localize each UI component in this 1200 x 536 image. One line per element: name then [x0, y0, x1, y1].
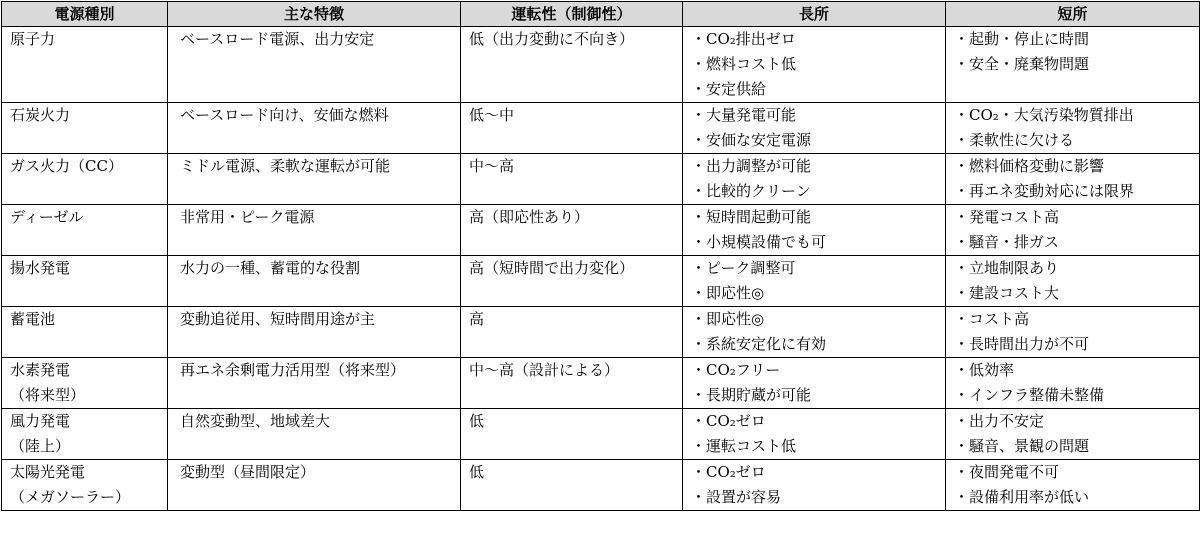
- type-label: 原子力: [10, 30, 56, 48]
- table-row: [2, 154, 1200, 205]
- cons-item: ・立地制限あり: [954, 259, 1060, 277]
- cell-feature: ベースロード向け、安価な燃料: [168, 103, 461, 154]
- header-row: [2, 2, 1200, 27]
- pros-item: ・燃料コスト低: [691, 55, 797, 73]
- cell-operability: 高（短時間で出力変化）: [461, 256, 683, 307]
- cell-operability: 中〜高（設計による）: [461, 358, 683, 409]
- cell-feature: ベースロード電源、出力安定: [168, 27, 461, 103]
- cell-pros: [683, 307, 946, 358]
- type-label: ガス火力（CC）: [10, 157, 123, 175]
- cell-feature: 非常用・ピーク電源: [168, 205, 461, 256]
- cell-type: [2, 409, 168, 460]
- header-type: 電源種別: [2, 2, 168, 27]
- cell-pros: [683, 409, 946, 460]
- type-sublabel: （陸上）: [10, 437, 71, 455]
- cell-operability: 中〜高: [461, 154, 683, 205]
- cons-item: ・柔軟性に欠ける: [954, 131, 1075, 149]
- cell-pros: [683, 256, 946, 307]
- cons-item: ・騒音・排ガス: [954, 233, 1060, 251]
- cell-operability: 低: [461, 460, 683, 511]
- power-source-comparison-table: [1, 1, 1200, 511]
- pros-item: ・運転コスト低: [691, 437, 797, 455]
- cons-item: ・低効率: [954, 361, 1015, 379]
- pros-item: ・大量発電可能: [691, 106, 797, 124]
- type-sublabel: （将来型）: [10, 386, 86, 404]
- type-label: 蓄電池: [10, 310, 56, 328]
- cell-type: [2, 27, 168, 103]
- header-pros: 長所: [683, 2, 946, 27]
- header-operability: 運転性（制御性）: [461, 2, 683, 27]
- pros-item: ・短時間起動可能: [691, 208, 812, 226]
- cell-pros: [683, 27, 946, 103]
- pros-item: ・安価な安定電源: [691, 131, 812, 149]
- cell-cons: [946, 154, 1200, 205]
- cell-operability: 低〜中: [461, 103, 683, 154]
- cell-type: [2, 307, 168, 358]
- pros-item: ・系統安定化に有効: [691, 335, 827, 353]
- table-row: [2, 307, 1200, 358]
- cons-item: ・コスト高: [954, 310, 1030, 328]
- cell-cons: [946, 205, 1200, 256]
- table-row: [2, 409, 1200, 460]
- cons-item: ・出力不安定: [954, 412, 1045, 430]
- pros-item: ・比較的クリーン: [691, 182, 811, 200]
- cell-pros: [683, 205, 946, 256]
- cons-item: ・再エネ変動対応には限界: [954, 182, 1135, 200]
- cell-cons: [946, 256, 1200, 307]
- cons-item: ・インフラ整備未整備: [954, 386, 1105, 404]
- type-label: 揚水発電: [10, 259, 71, 277]
- cell-feature: ミドル電源、柔軟な運転が可能: [168, 154, 461, 205]
- pros-item: ・即応性◎: [691, 284, 765, 302]
- cons-item: ・建設コスト大: [954, 284, 1060, 302]
- cell-cons: [946, 358, 1200, 409]
- cons-item: ・起動・停止に時間: [954, 30, 1090, 48]
- cons-item: ・CO₂・大気汚染物質排出: [954, 106, 1134, 124]
- cell-type: [2, 358, 168, 409]
- cell-operability: 高（即応性あり）: [461, 205, 683, 256]
- cell-pros: [683, 154, 946, 205]
- cell-type: [2, 256, 168, 307]
- cell-operability: 低（出力変動に不向き）: [461, 27, 683, 103]
- cell-feature: 変動追従用、短時間用途が主: [168, 307, 461, 358]
- cell-feature: 水力の一種、蓄電的な役割: [168, 256, 461, 307]
- pros-item: ・ピーク調整可: [691, 259, 796, 277]
- cell-pros: [683, 460, 946, 511]
- type-label: ディーゼル: [10, 208, 84, 226]
- pros-item: ・CO₂ゼロ: [691, 412, 766, 430]
- pros-item: ・長期貯蔵が可能: [691, 386, 812, 404]
- cell-cons: [946, 307, 1200, 358]
- pros-item: ・出力調整が可能: [691, 157, 812, 175]
- type-label: 石炭火力: [10, 106, 71, 124]
- cell-feature: 自然変動型、地域差大: [168, 409, 461, 460]
- cons-item: ・安全・廃棄物問題: [954, 55, 1090, 73]
- cell-operability: 低: [461, 409, 683, 460]
- cell-feature: 再エネ余剰電力活用型（将来型）: [168, 358, 461, 409]
- cons-item: ・設備利用率が低い: [954, 488, 1090, 506]
- table-row: [2, 460, 1200, 511]
- cell-type: [2, 460, 168, 511]
- cons-item: ・騒音、景観の問題: [954, 437, 1090, 455]
- table-row: [2, 358, 1200, 409]
- pros-item: ・安定供給: [691, 80, 767, 98]
- header-feature: 主な特徴: [168, 2, 461, 27]
- table-row: [2, 256, 1200, 307]
- type-label: 太陽光発電: [10, 463, 86, 481]
- type-sublabel: （メガソーラー）: [10, 488, 131, 506]
- cell-operability: 高: [461, 307, 683, 358]
- type-label: 水素発電: [10, 361, 71, 379]
- cell-cons: [946, 27, 1200, 103]
- table-row: [2, 27, 1200, 103]
- cell-type: [2, 205, 168, 256]
- cell-cons: [946, 460, 1200, 511]
- type-label: 風力発電: [10, 412, 71, 430]
- cons-item: ・夜間発電不可: [954, 463, 1060, 481]
- pros-item: ・CO₂ゼロ: [691, 463, 766, 481]
- cell-type: [2, 154, 168, 205]
- cell-type: [2, 103, 168, 154]
- cell-cons: [946, 409, 1200, 460]
- pros-item: ・設置が容易: [691, 488, 782, 506]
- table-row: [2, 103, 1200, 154]
- cons-item: ・発電コスト高: [954, 208, 1060, 226]
- pros-item: ・CO₂排出ゼロ: [691, 30, 796, 48]
- cell-feature: 変動型（昼間限定）: [168, 460, 461, 511]
- cons-item: ・長時間出力が不可: [954, 335, 1090, 353]
- pros-item: ・小規模設備でも可: [691, 233, 827, 251]
- pros-item: ・CO₂フリー: [691, 361, 781, 379]
- cell-pros: [683, 103, 946, 154]
- header-cons: 短所: [946, 2, 1200, 27]
- cons-item: ・燃料価格変動に影響: [954, 157, 1105, 175]
- table-row: [2, 205, 1200, 256]
- pros-item: ・即応性◎: [691, 310, 765, 328]
- cell-pros: [683, 358, 946, 409]
- cell-cons: [946, 103, 1200, 154]
